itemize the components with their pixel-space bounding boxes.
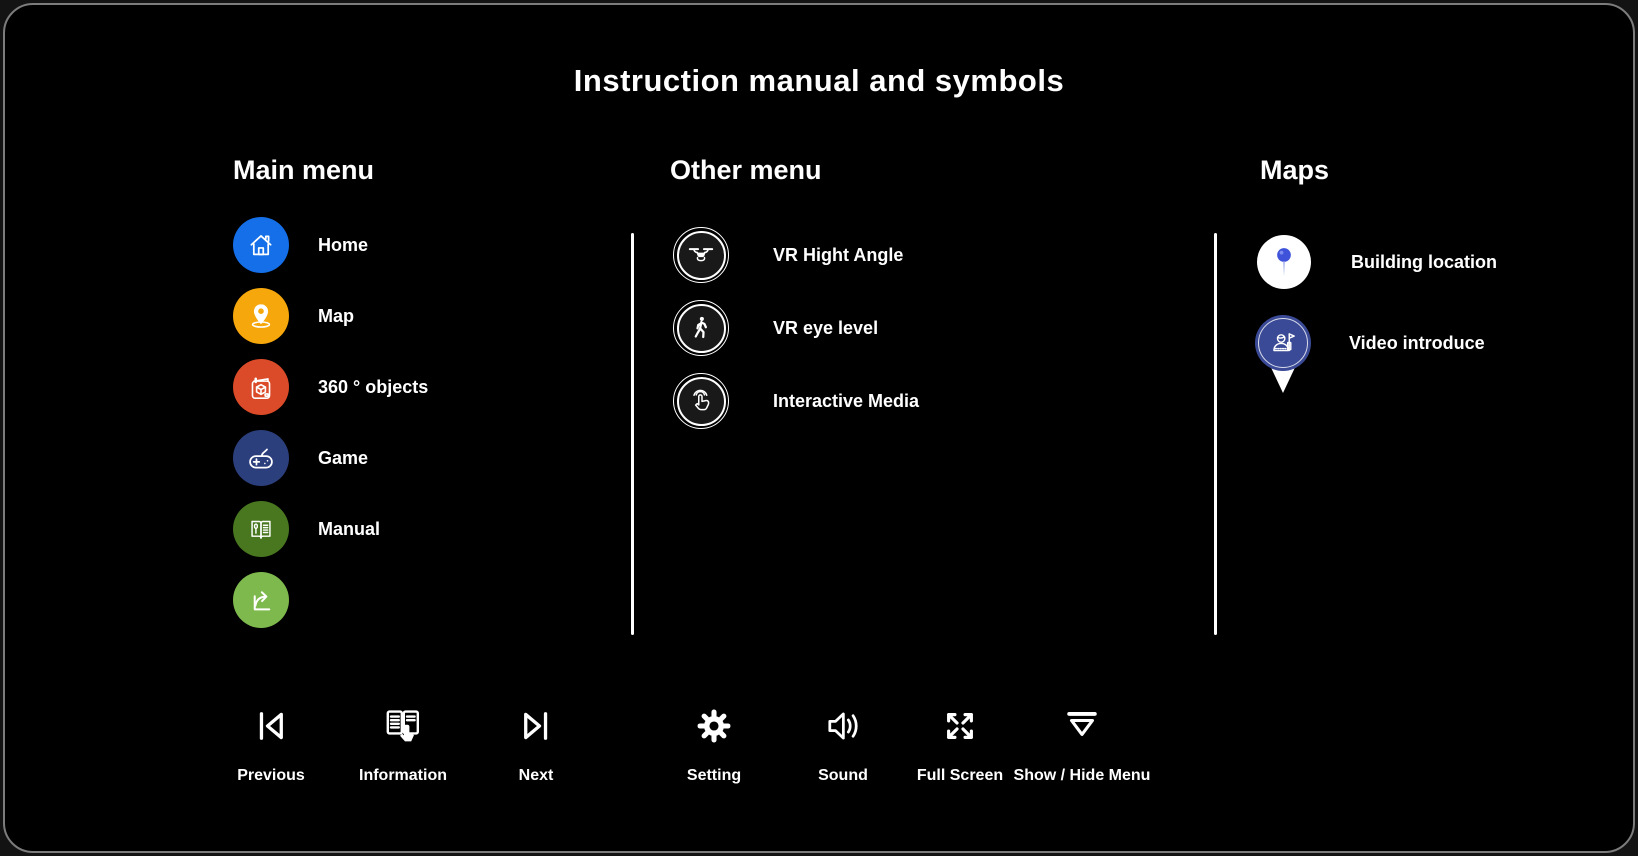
manual-book-icon — [233, 501, 289, 557]
menu-item-manual[interactable] — [233, 501, 380, 557]
menu-item-label: Game — [318, 447, 369, 468]
gamepad-icon — [233, 430, 289, 486]
touch-gesture-icon — [673, 373, 729, 429]
drone-icon — [673, 227, 729, 283]
maps-item-video-introduce[interactable] — [1255, 315, 1485, 371]
show-hide-menu-icon — [1060, 701, 1104, 751]
menu-item-game[interactable] — [233, 430, 368, 486]
skip-previous-icon — [249, 701, 293, 751]
skip-next-icon — [514, 701, 558, 751]
toolbar-next[interactable] — [451, 701, 621, 785]
speaker-icon — [821, 701, 865, 751]
walking-person-icon — [673, 300, 729, 356]
menu-item-label: Home — [318, 234, 369, 255]
menu-item-label: Manual — [318, 518, 381, 539]
menu-item-label: Interactive Media — [773, 390, 920, 411]
menu-item-share[interactable] — [233, 572, 318, 628]
pushpin-icon — [1257, 235, 1311, 289]
main-menu-heading: Main menu — [233, 155, 375, 185]
menu-item-360-objects[interactable] — [233, 359, 428, 415]
menu-item-home[interactable] — [233, 217, 368, 273]
maps-item-building-location[interactable] — [1257, 235, 1497, 289]
map-pin-icon — [233, 288, 289, 344]
menu-item-label: 360 ° objects — [318, 376, 429, 397]
toolbar-label: Setting — [686, 767, 742, 784]
menu-item-label: VR eye level — [773, 317, 879, 338]
menu-item-vr-eye-level[interactable] — [673, 300, 878, 356]
toolbar-label: Previous — [237, 767, 305, 784]
information-book-icon — [379, 701, 427, 751]
marker-inner-ring — [1258, 318, 1308, 368]
tour-guide-flag-icon — [1255, 315, 1311, 371]
toolbar-label: Sound — [818, 767, 868, 784]
other-menu-heading: Other menu — [670, 155, 822, 185]
menu-item-vr-high-angle[interactable] — [673, 227, 903, 283]
menu-item-map[interactable] — [233, 288, 354, 344]
divider-other-maps — [1214, 233, 1217, 635]
page-title: Instruction manual and symbols — [573, 63, 1065, 98]
gear-icon — [693, 701, 735, 751]
share-icon — [233, 572, 289, 628]
maps-heading: Maps — [1260, 155, 1330, 185]
menu-item-label: VR Hight Angle — [773, 244, 904, 265]
menu-item-label: Video introduce — [1349, 332, 1485, 353]
toolbar-show-hide-menu[interactable] — [972, 701, 1192, 785]
menu-item-interactive-media[interactable] — [673, 373, 919, 429]
toolbar-label: Next — [518, 767, 554, 784]
toolbar-label: Information — [359, 767, 447, 784]
toolbar-label: Full Screen — [916, 767, 1004, 784]
360-objects-icon — [233, 359, 289, 415]
instruction-panel — [3, 3, 1635, 853]
menu-item-label: Building location — [1351, 251, 1497, 272]
toolbar-label: Show / Hide Menu — [1013, 767, 1151, 784]
home-icon — [233, 217, 289, 273]
divider-main-other — [631, 233, 634, 635]
menu-item-label: Map — [318, 305, 354, 326]
